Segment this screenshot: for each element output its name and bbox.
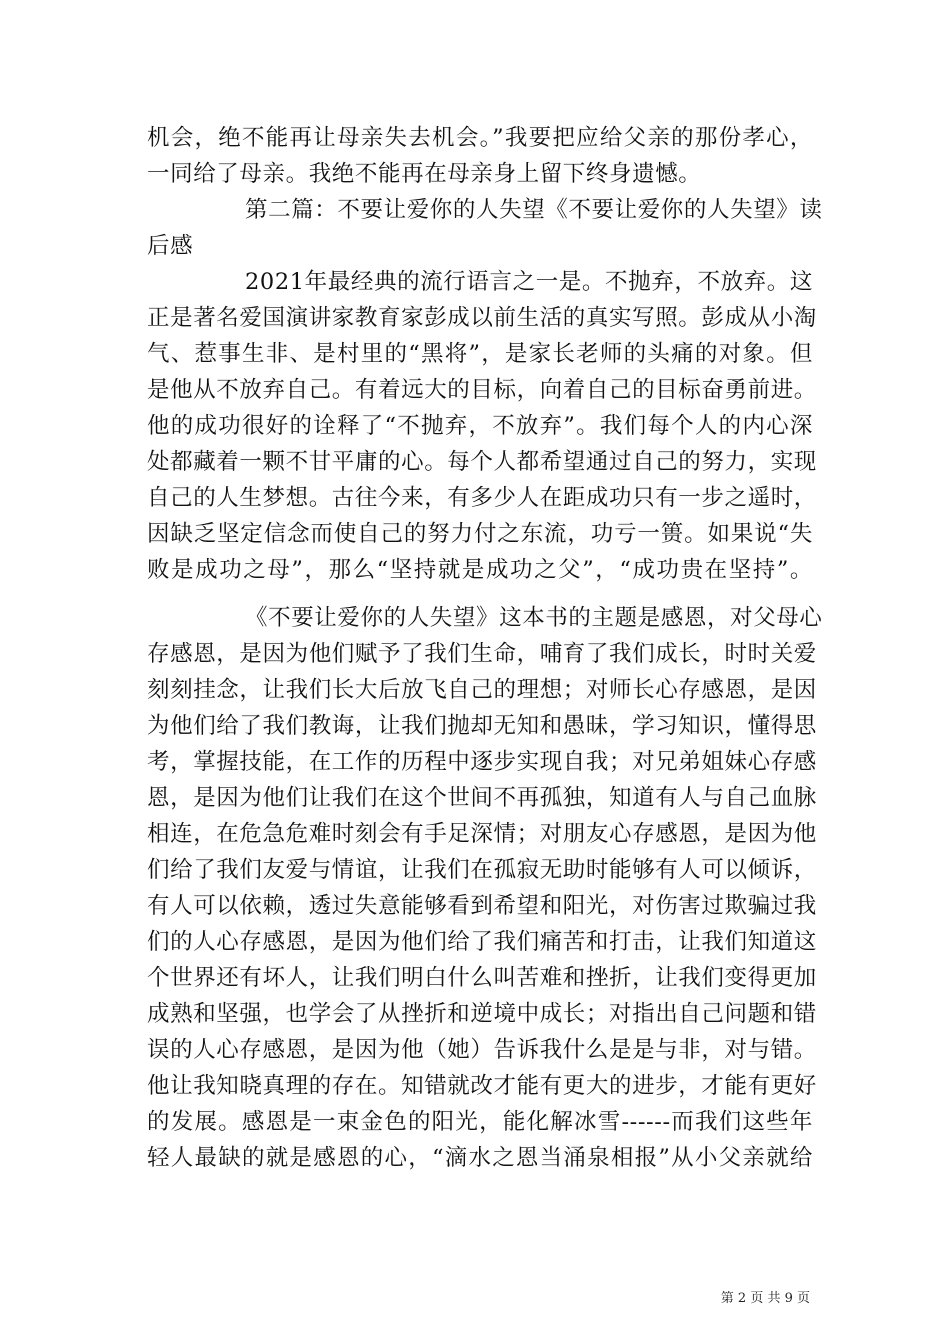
page-indicator: 第 2 页 共 9 页	[720, 1291, 810, 1306]
text-line: 轻人最缺的就是感恩的心，“滴水之恩当涌泉相报”从小父亲就给	[147, 1145, 813, 1171]
text-line: 一同给了母亲。我绝不能再在母亲身上留下终身遗憾。	[147, 161, 702, 187]
text-line: 考，掌握技能，在工作的历程中逐步实现自我；对兄弟姐妹心存感	[147, 749, 817, 775]
text-line: 他的成功很好的诠释了“不抛弃，不放弃”。我们每个人的内心深	[147, 413, 813, 439]
text-line: 气、惹事生非、是村里的“黑将”，是家长老师的头痛的对象。但	[147, 341, 813, 367]
section-heading-cont: 后感	[147, 233, 194, 259]
text-line: 们的人心存感恩，是因为他们给了我们痛苦和打击，让我们知道这	[147, 929, 817, 955]
text-line: 有人可以依赖，透过失意能够看到希望和阳光，对伤害过欺骗过我	[147, 893, 817, 919]
text-line: 们给了我们友爱与情谊，让我们在孤寂无助时能够有人可以倾诉，	[147, 857, 817, 883]
text-line	[147, 1176, 813, 1212]
paragraph-start: 2021年最经典的流行语言之一是。不抛弃，不放弃。这	[245, 269, 813, 295]
text-line: 刻刻挂念，让我们长大后放飞自己的理想；对师长心存感恩，是因	[147, 677, 817, 703]
text-line: 相连，在危急危难时刻会有手足深情；对朋友心存感恩，是因为他	[147, 821, 817, 847]
text-line: 是他从不放弃自己。有着远大的目标，向着自己的目标奋勇前进。	[147, 377, 817, 403]
paragraph-start: 《不要让爱你的人失望》这本书的主题是感恩，对父母心	[245, 605, 823, 631]
text-line: 因缺乏坚定信念而使自己的努力付之东流，功亏一篑。如果说“失	[147, 521, 813, 547]
text-line: 的发展。感恩是一束金色的阳光，能化解冰雪------而我们这些年	[147, 1109, 813, 1135]
text-line: 处都藏着一颗不甘平庸的心。每个人都希望通过自己的努力，实现	[147, 449, 817, 475]
text-line: 机会，绝不能再让母亲失去机会。”我要把应给父亲的那份孝心，	[147, 125, 813, 151]
text-line: 败是成功之母”，那么“坚持就是成功之父”，“成功贵在坚持”。	[147, 557, 813, 583]
text-line: 他让我知晓真理的存在。知错就改才能有更大的进步，才能有更好	[147, 1073, 817, 1099]
text-line: 成熟和坚强，也学会了从挫折和逆境中成长；对指出自己问题和错	[147, 1001, 817, 1027]
text-line: 正是著名爱国演讲家教育家彭成以前生活的真实写照。彭成从小淘	[147, 305, 817, 331]
text-line: 个世界还有坏人，让我们明白什么叫苦难和挫折，让我们变得更加	[147, 965, 817, 991]
text-line: 恩，是因为他们让我们在这个世间不再孤独，知道有人与自己血脉	[147, 785, 817, 811]
text-line: 为他们给了我们教诲，让我们抛却无知和愚昧，学习知识，懂得思	[147, 713, 817, 739]
text-line: 误的人心存感恩，是因为他（她）告诉我什么是是与非，对与错。	[147, 1037, 817, 1063]
section-heading: 第二篇：不要让爱你的人失望《不要让爱你的人失望》读	[245, 197, 823, 223]
text-line: 存感恩，是因为他们赋予了我们生命，哺育了我们成长，时时关爱	[147, 641, 817, 667]
text-line: 自己的人生梦想。古往今来，有多少人在距成功只有一步之遥时，	[147, 485, 817, 511]
